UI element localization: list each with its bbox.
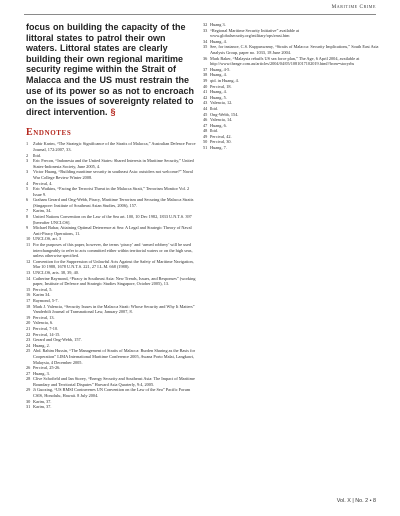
endnote-number: 5 (26, 186, 29, 192)
endnote-number: 28 (26, 376, 31, 382)
endnote-text: Karim, 34. (33, 208, 52, 214)
endnote-text: Zubir Karim, “The Strategic Significance of the Straits of Malacca,” Australian Defence Force Journal, 172:2007, 33. (33, 141, 196, 152)
endnote-text: qtd. in Huang, 4. (210, 77, 239, 83)
endnote-text: Percival, 13. (33, 314, 55, 320)
endnote-text: Valencia, 14. (210, 117, 233, 123)
endnote-text: Percival, 14-15. (33, 331, 61, 337)
endnote-number: 24 (26, 342, 31, 348)
endnote-item (26, 225, 196, 236)
endnote-number: 16 (26, 292, 31, 298)
endnote-number: 3 (26, 158, 29, 164)
endnote-number: 7 (26, 208, 29, 214)
endnote-text: Huang, 4. (210, 72, 227, 78)
endnote-number: 33 (203, 27, 208, 33)
endnote-number: 47 (203, 122, 208, 128)
endnote-number: 2 (26, 152, 29, 158)
endnote-item (26, 169, 196, 180)
left-column (26, 22, 196, 410)
endnote-text: Huang, 3. (33, 370, 50, 376)
endnote-text: Karim, 37. (33, 404, 52, 410)
endnote-text: Percival, 5. (33, 286, 53, 292)
endnote-number: 40 (203, 83, 208, 89)
endnote-text: Ji Guoxing, “US RMSI Contravenes UN Convention on the Law of the Sea” Pacific Forum CSIS, Honolulu, Hawaii. 8 July 2004. (33, 387, 191, 399)
endnote-number: 32 (203, 22, 208, 27)
endnote-text: Convention for the Suppression of Unlawful Acts Against the Safety of Maritime Navigation, Mar 10 1988, 1678 U.N.T.S. 221, 27 I.L.M. 668 (1988). (33, 258, 194, 270)
endnote-number: 13 (26, 270, 31, 275)
endnote-text: Ibid. (210, 105, 218, 111)
endnote-text: Karim 34. (33, 292, 51, 298)
endnote-text: Valencia, 6. (33, 320, 54, 326)
header-rule (24, 14, 376, 15)
endnote-number: 50 (203, 139, 208, 145)
endnote-text: Huang, 5. (210, 94, 227, 100)
endnote-text: Percival, 4. (33, 180, 53, 186)
endnote-number: 15 (26, 286, 31, 292)
endnote-text: Percival, 25-26. (33, 365, 61, 371)
endnote-text: Catherine Raymond, “Piracy in Southeast Asia: New Trends, Issues, and Responses” (working paper, Institute of Defence and Strategic Studies Singapore, October 2005), 13. (33, 275, 196, 287)
endnote-text: Huang, 2. (33, 342, 50, 348)
endnote-number: 44 (203, 105, 208, 111)
endnote-number: 9 (26, 225, 29, 231)
endnote-number: 41 (203, 89, 208, 95)
endnote-text: Ong-Webb, 154. (210, 111, 239, 117)
endnote-number: 37 (203, 66, 208, 72)
endnote-number: 30 (26, 398, 31, 404)
endnote-number: 19 (26, 314, 31, 320)
endnote-text: Valencia, 12. (210, 100, 233, 106)
endnote-number: 38 (203, 72, 208, 78)
endnote-number: 26 (26, 365, 31, 371)
endnote-text: Eric Watkins, “Facing the Terrorist Threat in the Malacca Strait,” Terrorism Monitor Vol. 2 Issue 9. (33, 186, 190, 197)
endnote-number: 29 (26, 387, 31, 393)
endnote-number: 48 (203, 128, 208, 134)
endnote-item (203, 145, 379, 151)
endnote-text: Victor Huang, “Building maritime security in southeast Asia: outsiders not welcome?” Naval War College Review Winter 2008. (33, 169, 193, 180)
endnote-number: 45 (203, 111, 208, 117)
endnote-text: Huang, 6. (210, 122, 227, 128)
lead-text: focus on building the capacity of the littoral states to patrol their own waters. Littoral states are clearly building their own regional maritime security regime within the Strait of Malacca and the US must restrain the use of its power so as not to encroach on the issues of sovereignty related to direct intervention. (26, 22, 195, 117)
end-mark: § (110, 106, 116, 117)
endnote-text: Huang, 7. (210, 145, 227, 151)
endnote-number: 39 (203, 77, 208, 83)
endnote-text: Ibid. (210, 128, 218, 134)
endnote-number: 36 (203, 55, 208, 61)
endnote-item (26, 186, 196, 197)
endnote-number: 1 (26, 141, 29, 147)
endnotes-list-left (26, 141, 196, 410)
endnote-text: Mark Baker, “Malaysia rebuffs US sea force plan,” The Age, 6 April 2004, available at http://www.theage.com.au/articles/2004/04/05/1081017102019.html?from=storyrhs (210, 55, 360, 67)
endnote-number: 22 (26, 331, 31, 337)
page-footer: Vol. X | No. 2 • 8 (336, 498, 376, 504)
endnote-text: Karim, 37. (33, 398, 52, 404)
endnote-text: Huang, 4. (210, 89, 227, 95)
endnote-number: 17 (26, 297, 31, 303)
endnote-item (26, 259, 196, 270)
endnote-text: Gerard and Ong-Webb, 157. (33, 337, 82, 343)
endnote-number: 12 (26, 258, 31, 264)
endnote-number: 10 (26, 236, 31, 242)
endnote-number: 4 (26, 180, 29, 186)
endnote-item (26, 214, 196, 225)
endnote-item (26, 276, 196, 287)
endnotes-list-right (203, 22, 379, 151)
endnote-text: Eric Frecon, “Indonesia and the United States: Shared Interests in Maritime Security,” United States-Indonesia Society, June 2005, 4. (33, 158, 194, 169)
endnote-text: Percival, 7-10. (33, 325, 59, 331)
endnote-text: See, for instance, C.S. Kuppuswamy, “Straits of Malacca: Security Implications,” South East Asia Analysis Group, paper no. 1033, 18 June 2004. (210, 44, 379, 55)
endnote-text: United Nations Convention on the Law of the Sea art. 100, 10 Dec 1982, 1833 U.N.T.S. 397 [hereafter UNCLOS]. (33, 214, 192, 225)
endnote-text: Ibid. (33, 152, 41, 158)
endnote-number: 49 (203, 133, 208, 139)
endnote-number: 20 (26, 320, 31, 326)
endnote-number: 8 (26, 214, 29, 220)
endnote-number: 51 (203, 145, 208, 151)
endnote-number: 14 (26, 275, 31, 281)
endnote-number: 34 (203, 38, 208, 44)
endnote-number: 46 (203, 117, 208, 123)
endnote-text: Abd. Rahim Hussin, “The Management of Straits of Malacca: Burden Sharing as the Basis for Cooperation” LIMA International Maritime Conference 2005, Awana Porto Malai, Langkawi, Malaysia, 4 December 2005. (33, 348, 196, 365)
endnote-number: 3 (26, 169, 29, 175)
endnote-number: 42 (203, 94, 208, 100)
endnote-text: Raymond, 5-7. (33, 297, 59, 303)
endnote-item (26, 158, 196, 169)
endnote-text: UNCLOS, art. 3 (33, 236, 62, 242)
endnote-text: Percival, 42. (210, 133, 232, 139)
right-column (203, 22, 379, 151)
endnote-item (26, 376, 196, 387)
endnote-number: 35 (203, 44, 208, 50)
endnote-text: Huang 3. (210, 22, 226, 27)
endnote-number: 31 (26, 404, 31, 410)
endnote-text: For the purposes of this paper, however, the terms ‘piracy’ and ‘armed robbery’ will be used interchangeably to refer to acts committed either within territorial waters or on the high seas, unless otherwise specified. (33, 242, 193, 259)
endnote-number: 25 (26, 348, 31, 354)
endnote-item (203, 44, 379, 55)
running-head: Maritime Crime (331, 4, 376, 10)
endnote-number: 21 (26, 325, 31, 331)
endnote-item (26, 404, 196, 410)
endnote-text: Percival, 18. (210, 83, 232, 89)
endnote-text: “Regional Maritime Security Initiative” available at www.globalsecurity.org/military/ops/rmsi.htm (210, 27, 300, 39)
endnote-number: 27 (26, 370, 31, 376)
lead-paragraph (26, 22, 196, 117)
endnote-item (203, 56, 379, 67)
endnote-number: 6 (26, 197, 29, 203)
endnote-text: Percival, 30. (210, 139, 232, 145)
endnote-text: Huang, 4. (210, 38, 227, 44)
endnote-text: Huang, 4-5. (210, 66, 231, 72)
endnote-item (203, 28, 379, 39)
endnote-item (26, 197, 196, 208)
endnote-number: 11 (26, 242, 31, 248)
endnote-item (26, 242, 196, 259)
endnote-item (26, 387, 196, 398)
endnote-number: 23 (26, 337, 31, 343)
endnote-number: 18 (26, 303, 31, 309)
endnote-text: Mark J. Valencia, “Security Issues in the Malacca Strait: Whose Security and Why It Matters” Vanderbilt Journal of Transnational Law, January 2007, 8. (33, 303, 195, 315)
endnote-text: UNCLOS, arts. 38, 39, 40. (33, 270, 79, 275)
endnote-number: 43 (203, 100, 208, 106)
endnote-item (26, 304, 196, 315)
endnote-item (26, 141, 196, 152)
endnote-text: Clive Schofield and Ian Storey, “Energy Security and Southeast Asia: The Impact of Maritime Boundary and Territorial Disputes” Harvard Asia Quarterly, 9:4, 2005. (33, 376, 195, 387)
endnote-text: Michael Bahar, Attaining Optimal Deterrence at Sea: A Legal and Strategic Theory of Naval Anti-Piracy Operations, 11. (33, 225, 192, 236)
endnotes-heading: Endnotes (26, 127, 72, 139)
endnote-text: Graham Gerard and Ong-Webb, Piracy, Maritime Terrorism and Securing the Malacca Straits (Singapore: Institute of Southeast Asian Studies, 2006), 157. (33, 197, 194, 208)
endnote-item (26, 348, 196, 365)
